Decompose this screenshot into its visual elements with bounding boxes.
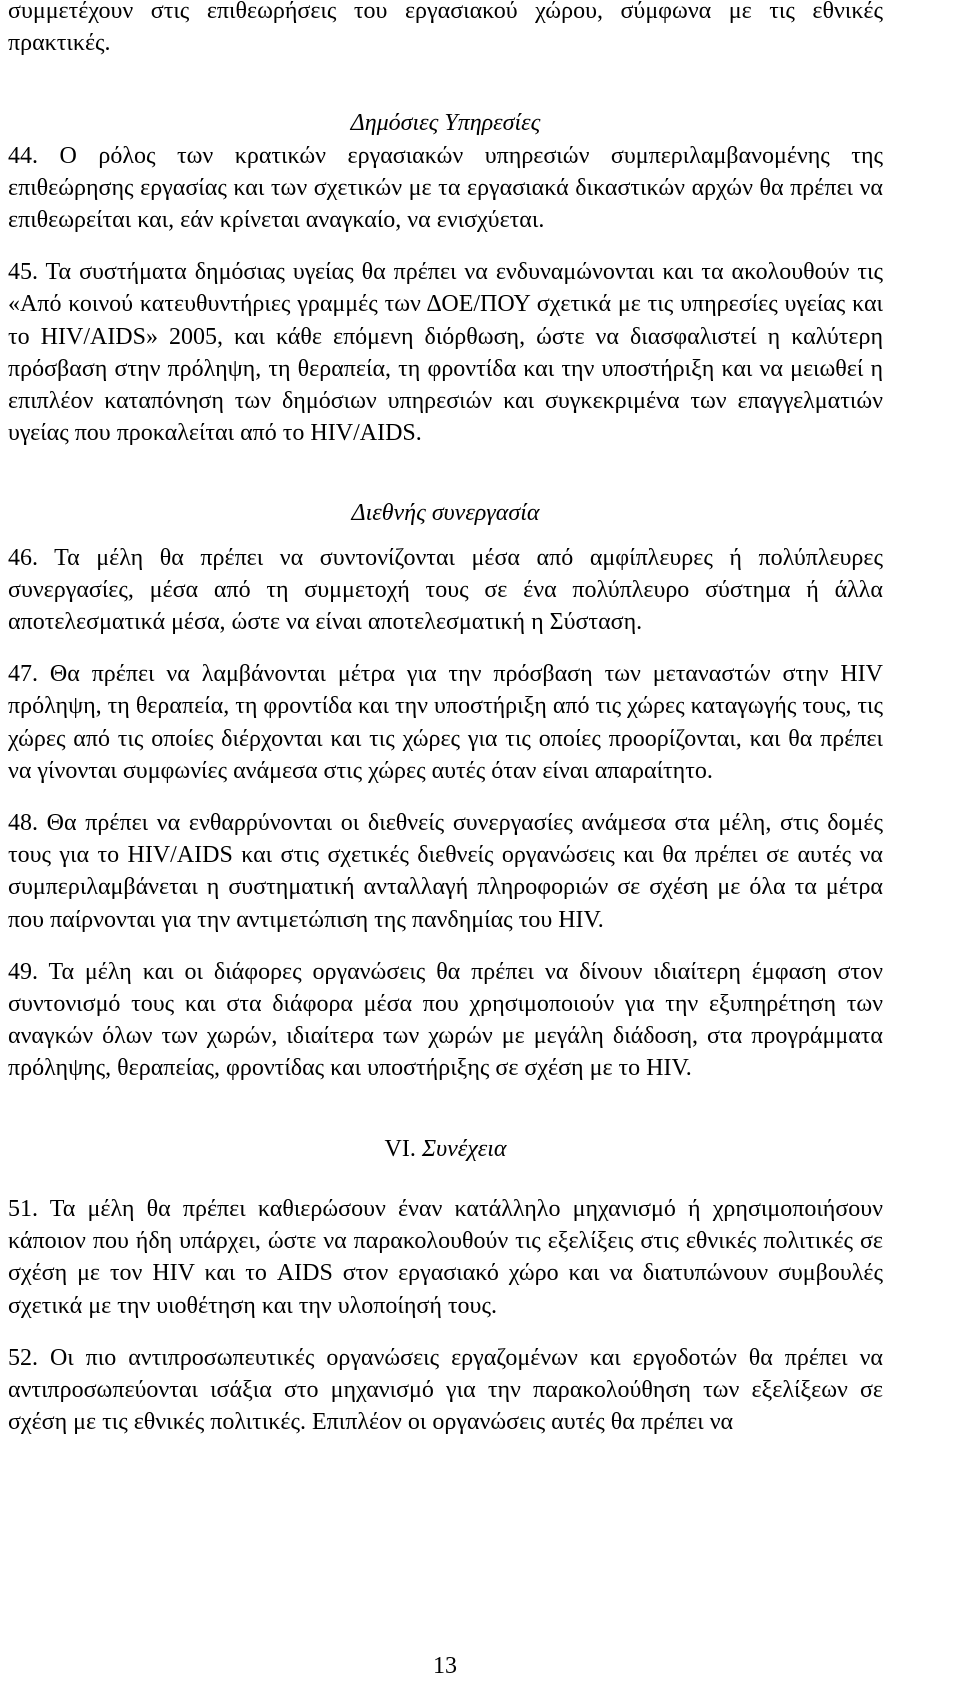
paragraph-51: 51. Τα μέλη θα πρέπει καθιερώσουν έναν κατάλληλο μηχανισμό ή χρησιμοποιήσουν κάποιον που ήδη υπάρχει, ώστε να παρακολουθούν τις εξελίξεις στις εθνικές πολιτικές σε σχέση με τον HIV και το AIDS στον εργασιακό χώρο και να διατυπώνουν συμβουλές σχετικά με την υιοθέτηση και την υλοποίησή τους. [8,1195,883,1319]
section-title: Συνέχεια [421,1135,507,1162]
paragraph-52: 52. Οι πιο αντιπροσωπευτικές οργανώσεις εργαζομένων και εργοδοτών θα πρέπει να αντιπροσωπεύονται ισάξια στο μηχανισμό για την παρακολούθηση των εξελίξεων σε σχέση με τις εθνικές πολιτικές. Επιπλέον οι οργανώσεις αυτές θα πρέπει να [8,1344,883,1436]
document-page [8,0,883,1438]
section-number: VI. [384,1135,416,1162]
paragraph-intro-continuation: συμμετέχουν στις επιθεωρήσεις του εργασιακού χώρου, σύμφωνα με τις εθνικές πρακτικές. [8,0,883,57]
page-number: 13 [433,1653,457,1679]
paragraph-48: 48. Θα πρέπει να ενθαρρύνονται οι διεθνείς συνεργασίες ανάμεσα στα μέλη, στις δομές τους για το HIV/AIDS και στις σχετικές διεθνείς οργανώσεις και θα πρέπει σε αυτές να συμπεριλαμβάνεται η συστηματική ανταλλαγή πληροφοριών σε σχέση με όλα τα μέτρα που παίρνονται για την αντιμετώπιση της πανδημίας του HIV. [8,810,883,933]
paragraph-47: 47. Θα πρέπει να λαμβάνονται μέτρα για την πρόσβαση των μεταναστών στην HIV πρόληψη, τη θεραπεία, τη φροντίδα και την υποστήριξη από τις χώρες καταγωγής τους, τις χώρες από τις οποίες διέρχονται και τις χώρες για τις οποίες προορίζονται, και θα πρέπει να γίνονται συμφωνίες ανάμεσα στις χώρες αυτές όταν είναι απαραίτητο. [8,661,883,784]
paragraph-45: 45. Τα συστήματα δημόσιας υγείας θα πρέπει να ενδυναμώνονται και τα ακολουθούν τις «Από κοινού κατευθυντήριες γραμμές των ΔΟΕ/ΠΟΥ σχετικά με τις υπηρεσίες υγείας και το HIV/AIDS» 2005, και κάθε επόμενη διόρθωση, ώστε να διασφαλιστεί η καλύτερη πρόσβαση στην πρόληψη, τη θεραπεία, τη φροντίδα και την υποστήριξη και να μειωθεί η επιπλέον καταπόνηση των δημόσιων υπηρεσιών και συγκεκριμένα των επαγγελματιών υγείας που προκαλείται από το HIV/AIDS. [8,259,883,447]
section-heading-follow-up [8,1133,883,1165]
section-heading-public-services: Δημόσιες Υπηρεσίες [350,110,541,137]
section-heading-international-cooperation: Διεθνής συνεργασία [351,500,540,527]
paragraph-46: 46. Τα μέλη θα πρέπει να συντονίζονται μέσα από αμφίπλευρες ή πολύπλευρες συνεργασίες, μέσα από τη συμμετοχή τους σε ένα πολύπλευρο σύστημα ή άλλα αποτελεσματικά μέσα, ώστε να είναι αποτελεσματική η Σύσταση. [8,544,883,636]
paragraph-49: 49. Τα μέλη και οι διάφορες οργανώσεις θα πρέπει να δίνουν ιδιαίτερη έμφαση στον συντονισμό τους και στα διάφορα μέσα που χρησιμοποιούν για την εξυπηρέτηση των αναγκών όλων των χωρών, ιδιαίτερα των χωρών με μεγάλη διάδοση, στα προγράμματα πρόληψης, θεραπείας, φροντίδας και υποστήριξης σε σχέση με το HIV. [8,958,883,1082]
paragraph-44: 44. Ο ρόλος των κρατικών εργασιακών υπηρεσιών συμπεριλαμβανομένης της επιθεώρησης εργασίας και των σχετικών με τα εργασιακά δικαστικών αρχών θα πρέπει να επιθεωρείται και, εάν κρίνεται αναγκαίο, να ενισχύεται. [8,142,883,234]
